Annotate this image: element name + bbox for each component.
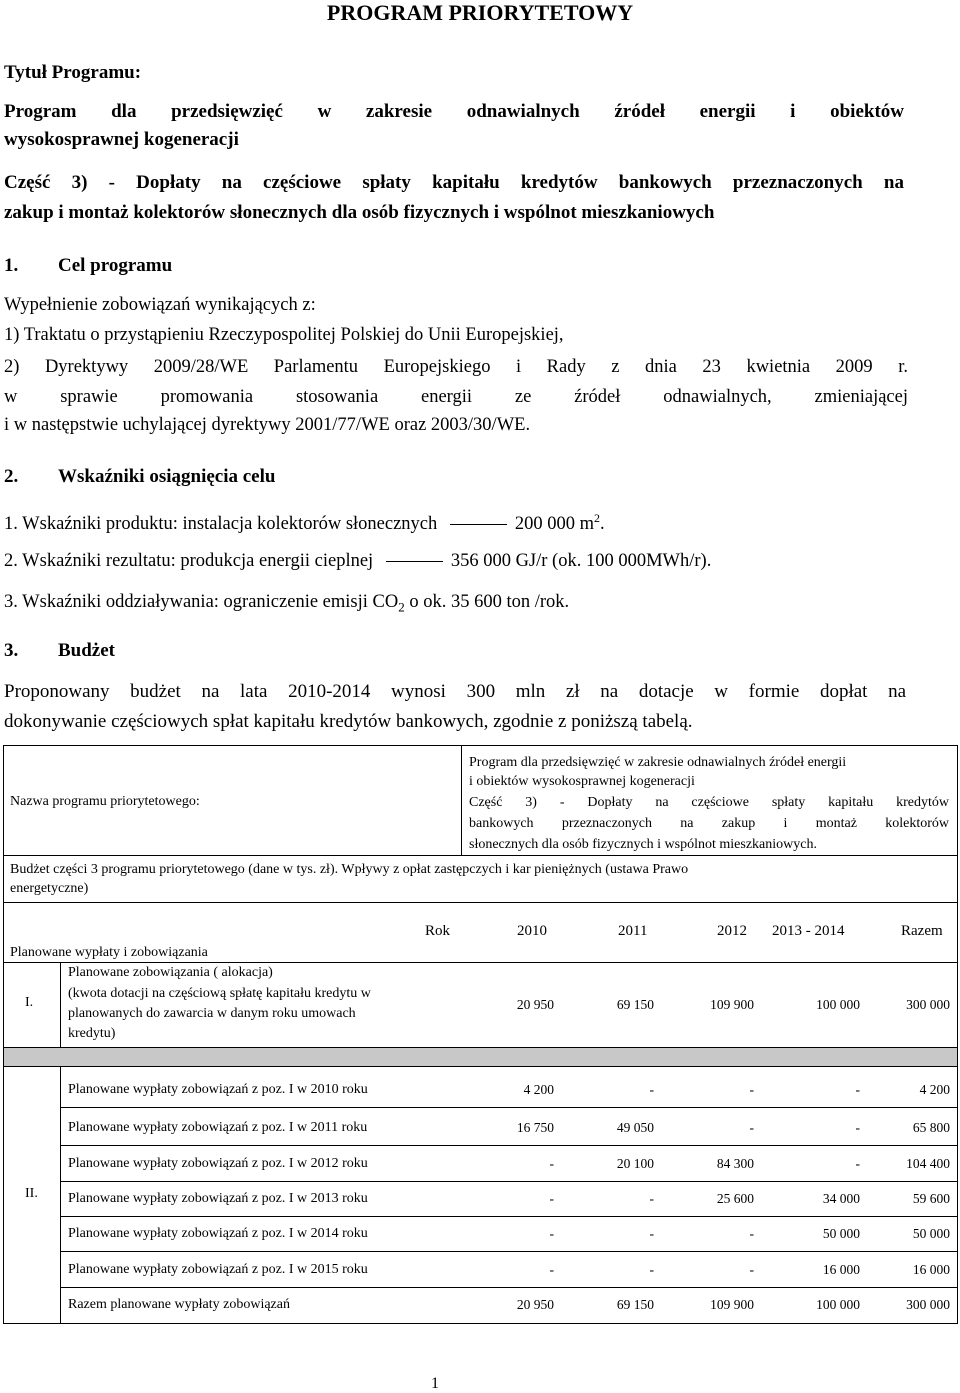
budget-text-line2: dokonywanie częściowych spłat kapitału kredytów bankowych, zgodnie z poniższą tabelą. [4,711,693,732]
section1-item1: 1) Traktatu o przystąpieniu Rzeczypospolitej Polskiej do Unii Europejskiej, [4,325,564,345]
year-col-2011: 2011 [618,923,648,939]
section3-number: 3. [4,640,19,661]
table-divider [60,962,61,1048]
table-divider [3,855,958,856]
payout-cell-2013-2014: 34 000 [822,1191,860,1206]
payout-cell-2010: - [549,1226,554,1241]
page-number: 1 [431,1375,439,1392]
payout-row-label: Planowane wypłaty zobowiązań z poz. I w 2010 roku [68,1082,368,1097]
program-name-line1: Program dla przedsięwzięć w zakresie odnawialnych źródeł energii i obiektów [4,101,904,122]
table-row-divider [60,1251,958,1252]
section1-heading: Cel programu [58,255,173,276]
year-col-2012: 2012 [717,923,747,939]
year-col-2013-2014: 2013 - 2014 [772,923,845,939]
alloc-2011: 69 150 [616,997,654,1012]
program-name-label: Nazwa programu priorytetowego: [10,794,200,809]
table-divider [60,1066,61,1324]
alloc-2013-2014: 100 000 [816,997,860,1012]
table-row-divider [60,1181,958,1182]
payout-row-label: Razem planowane wypłaty zobowiązań [68,1297,290,1312]
table-row-divider [60,1216,958,1217]
indicator-product-label: 1. Wskaźniki produktu: instalacja kolektorów słonecznych [4,514,438,535]
program-name-value-1: Program dla przedsięwzięć w zakresie odnawialnych źródeł energii [469,755,847,770]
indicator-impact-value: o ok. 35 600 ton /rok. [404,592,570,612]
payout-cell-2011: 49 050 [616,1120,654,1135]
payout-row-label: Planowane wypłaty zobowiązań z poz. I w 2015 roku [68,1262,368,1277]
payout-cell-2011: - [649,1082,654,1097]
payout-cell-total: 59 600 [912,1191,950,1206]
program-title-label: Tytuł Programu: [4,62,142,83]
budget-desc-line1: Budżet części 3 programu priorytetowego (dane w tys. zł). Wpływy z opłat zastępczych i kar pieniężnych (ustawa Prawo [10,862,689,877]
payout-cell-2011: - [649,1226,654,1241]
payout-cell-2010: 4 200 [523,1082,554,1097]
indicator-product-value: 200 000 m [514,514,595,535]
table-border [3,745,4,1324]
program-name-line2: wysokosprawnej kogeneracji [4,129,239,150]
indicator-impact [4,587,569,623]
grey-separator [4,1048,957,1066]
section1-item2-line3: i w następstwie uchylającej dyrektywy 2001/77/WE oraz 2003/30/WE. [4,415,531,435]
section1-item2-line1: 2) Dyrektywy 2009/28/WE Parlamentu Europejskiego i Rady z dnia 23 kwietnia 2009 r. [4,357,908,377]
payout-row-label: Planowane wypłaty zobowiązań z poz. I w 2014 roku [68,1226,368,1241]
payout-cell-2010: 16 750 [516,1120,554,1135]
payout-cell-2011: - [649,1262,654,1277]
payout-cell-2011: - [649,1191,654,1206]
budget-text-line1: Proponowany budżet na lata 2010-2014 wynosi 300 mln zł na dotacje w formie dopłat na [4,681,906,702]
payout-cell-2011: 69 150 [616,1297,654,1312]
payout-cell-2010: - [549,1262,554,1277]
table-row-divider [60,1145,958,1146]
table-border [957,745,958,1324]
indicator-result-value: 356 000 GJ/r (ok. 100 000MWh/r). [450,551,712,571]
payout-cell-2012: 109 900 [710,1297,754,1312]
year-header-label: Rok [425,923,451,939]
payout-cell-2012: - [749,1226,754,1241]
payout-cell-total: 50 000 [912,1226,950,1241]
payout-cell-2010: 20 950 [516,1297,554,1312]
payout-cell-2013-2014: 100 000 [816,1297,860,1312]
payout-cell-2013-2014: 50 000 [822,1226,860,1241]
indicator-result-label: 2. Wskaźniki rezultatu: produkcja energii cieplnej [4,551,374,571]
year-col-total: Razem [901,923,943,939]
section1-number: 1. [4,255,19,276]
indicator-product-end: . [600,514,605,535]
table-border [3,1323,958,1324]
planned-header: Planowane wypłaty i zobowiązania [10,945,208,960]
allocation-line4: kredytu) [68,1026,116,1041]
program-name-value-5: słonecznych dla osób fizycznych i wspólnot mieszkaniowych. [469,837,817,852]
table-row-divider [60,1287,958,1288]
table-divider [461,745,462,856]
indicator-impact-sub: 2 [398,599,405,615]
payout-cell-total: 4 200 [919,1082,950,1097]
section-roman-1: I. [25,995,34,1010]
dash-line [386,561,443,562]
payout-cell-total: 104 400 [906,1156,950,1171]
allocation-line2: (kwota dotacji na częściową spłatę kapitału kredytu w [68,986,371,1001]
table-row-divider [60,1107,958,1108]
payout-row-label: Planowane wypłaty zobowiązań z poz. I w 2011 roku [68,1120,368,1135]
payout-cell-2010: - [549,1191,554,1206]
payout-cell-total: 65 800 [912,1120,950,1135]
alloc-2012: 109 900 [710,997,754,1012]
dash-line [450,524,507,525]
payout-cell-2013-2014: - [855,1120,860,1135]
program-part-line1: Część 3) - Dopłaty na częściowe spłaty kapitału kredytów bankowych przeznaczonych na [4,172,904,193]
allocation-line3: planowanych do zawarcia w danym roku umowach [68,1006,356,1021]
payout-cell-2012: - [749,1082,754,1097]
payout-cell-2012: 84 300 [716,1156,754,1171]
payout-cell-total: 16 000 [912,1262,950,1277]
payout-cell-2013-2014: 16 000 [822,1262,860,1277]
payout-cell-2010: - [549,1156,554,1171]
payout-cell-total: 300 000 [906,1297,950,1312]
payout-cell-2013-2014: - [855,1156,860,1171]
payout-cell-2011: 20 100 [616,1156,654,1171]
table-divider [3,902,958,903]
payout-cell-2012: - [749,1262,754,1277]
section2-heading: Wskaźniki osiągnięcia celu [58,466,276,487]
year-col-2010: 2010 [517,923,547,939]
program-name-value-4: bankowych przeznaczonych na zakup i montaż kolektorów [469,816,949,831]
alloc-2010: 20 950 [516,997,554,1012]
payout-cell-2012: 25 600 [716,1191,754,1206]
payout-row-label: Planowane wypłaty zobowiązań z poz. I w 2012 roku [68,1156,368,1171]
section-roman-2: II. [25,1186,38,1201]
table-border [3,745,958,746]
page-title: PROGRAM PRIORYTETOWY [326,0,634,25]
indicator-result [4,546,711,576]
payout-cell-2013-2014: - [855,1082,860,1097]
section1-lead: Wypełnienie zobowiązań wynikających z: [4,295,316,315]
alloc-total: 300 000 [906,997,950,1012]
section1-item2-line2: w sprawie promowania stosowania energii ze źródeł odnawialnych, zmieniającej [4,387,908,407]
program-name-value-2: i obiektów wysokosprawnej kogeneracji [469,774,695,789]
section2-number: 2. [4,466,19,487]
payout-row-label: Planowane wypłaty zobowiązań z poz. I w 2013 roku [68,1191,368,1206]
program-part-line2: zakup i montaż kolektorów słonecznych dla osób fizycznych i wspólnot mieszkaniowych [4,202,715,223]
section3-heading: Budżet [58,640,115,661]
indicator-impact-label: 3. Wskaźniki oddziaływania: ograniczenie emisji CO [4,592,399,612]
allocation-line1: Planowane zobowiązania ( alokacja) [68,965,273,980]
table-divider [3,1066,958,1067]
budget-desc-line2: energetyczne) [10,881,89,896]
program-name-value-3: Część 3) - Dopłaty na częściowe spłaty kapitału kredytów [469,795,949,810]
indicator-product-sup: 2 [594,511,601,525]
payout-cell-2012: - [749,1120,754,1135]
indicator-product [4,503,605,539]
